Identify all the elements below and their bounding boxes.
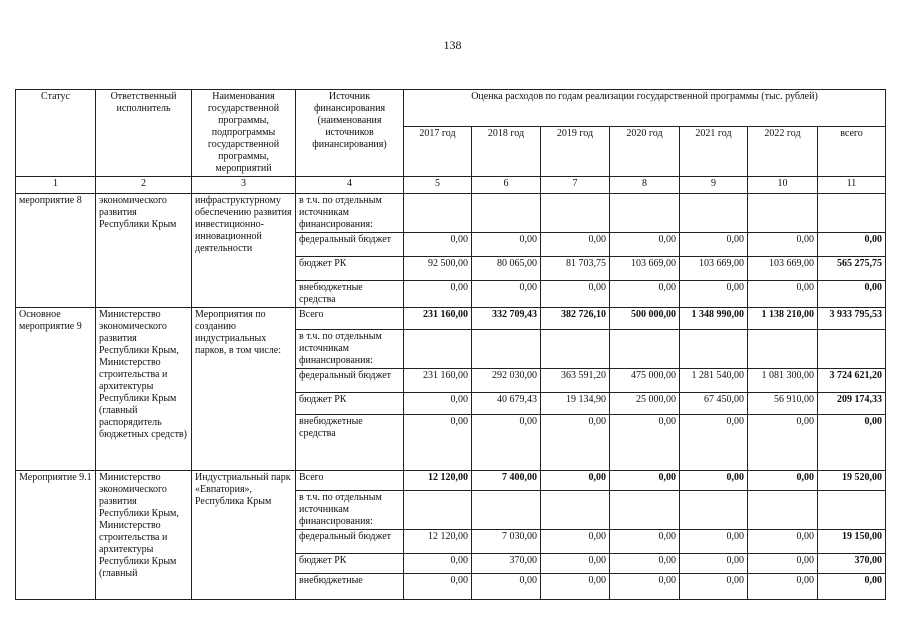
row-year-value <box>404 194 472 233</box>
row-year-value: 231 160,00 <box>404 369 472 393</box>
page-number: 138 <box>443 38 462 52</box>
row-year-value: 0,00 <box>541 281 610 308</box>
row-year-value <box>680 194 748 233</box>
row-source: внебюджетные средства <box>296 415 404 471</box>
row-year-value: 0,00 <box>680 471 748 491</box>
col-number: 9 <box>680 177 748 194</box>
row-source: внебюджетные средства <box>296 281 404 308</box>
row-year-value <box>541 491 610 530</box>
row-total-value: 0,00 <box>818 281 886 308</box>
row-name: инфраструктурному обеспечению развития инвестиционно-инновационной деятельности <box>192 194 296 308</box>
row-year-value <box>610 491 680 530</box>
col-number: 2 <box>96 177 192 194</box>
row-year-value <box>541 330 610 369</box>
row-year-value <box>680 491 748 530</box>
row-executor: экономического развития Республики Крым <box>96 194 192 308</box>
row-year-value: 363 591,20 <box>541 369 610 393</box>
row-source: федеральный бюджет <box>296 233 404 257</box>
row-year-value: 0,00 <box>404 554 472 574</box>
row-year-value: 0,00 <box>404 393 472 415</box>
row-year-value: 12 120,00 <box>404 530 472 554</box>
row-source: федеральный бюджет <box>296 530 404 554</box>
row-year-value: 0,00 <box>610 530 680 554</box>
row-year-value: 0,00 <box>541 554 610 574</box>
row-year-value: 0,00 <box>541 530 610 554</box>
row-year-value: 382 726,10 <box>541 308 610 330</box>
row-year-value: 0,00 <box>748 415 818 471</box>
col-number: 6 <box>472 177 541 194</box>
column-numbers-row <box>16 177 886 194</box>
row-year-value: 0,00 <box>610 233 680 257</box>
row-year-value <box>748 330 818 369</box>
row-year-value: 500 000,00 <box>610 308 680 330</box>
row-year-value: 0,00 <box>472 233 541 257</box>
row-year-value: 0,00 <box>541 415 610 471</box>
row-total-value: 3 724 621,20 <box>818 369 886 393</box>
row-year-value: 0,00 <box>748 574 818 600</box>
row-source: в т.ч. по отдельным источникам финансирования: <box>296 330 404 369</box>
row-year-value: 103 669,00 <box>748 257 818 281</box>
header-total: всего <box>818 127 886 177</box>
row-year-value: 0,00 <box>610 415 680 471</box>
row-year-value: 0,00 <box>748 530 818 554</box>
row-year-value: 231 160,00 <box>404 308 472 330</box>
table-row <box>16 308 886 330</box>
col-number: 1 <box>16 177 96 194</box>
row-year-value: 67 450,00 <box>680 393 748 415</box>
row-year-value <box>680 330 748 369</box>
col-number: 7 <box>541 177 610 194</box>
row-year-value: 0,00 <box>610 574 680 600</box>
row-year-value: 0,00 <box>610 471 680 491</box>
row-source: Всего <box>296 308 404 330</box>
header-year: 2018 год <box>472 127 541 177</box>
row-year-value: 0,00 <box>680 233 748 257</box>
row-source: федеральный бюджет <box>296 369 404 393</box>
row-year-value: 0,00 <box>680 415 748 471</box>
col-number: 10 <box>748 177 818 194</box>
row-year-value: 0,00 <box>404 281 472 308</box>
row-year-value <box>472 194 541 233</box>
row-year-value <box>404 491 472 530</box>
row-year-value: 19 134,90 <box>541 393 610 415</box>
row-source: бюджет РК <box>296 257 404 281</box>
row-year-value: 40 679,43 <box>472 393 541 415</box>
row-executor: Министерство экономического развития Республики Крым, Министерство строительства и архитектуры Республики Крым (главный <box>96 471 192 600</box>
row-total-value <box>818 194 886 233</box>
row-total-value: 0,00 <box>818 415 886 471</box>
row-source: в т.ч. по отдельным источникам финансирования: <box>296 491 404 530</box>
col-number: 3 <box>192 177 296 194</box>
header-year: 2019 год <box>541 127 610 177</box>
row-total-value: 19 150,00 <box>818 530 886 554</box>
row-year-value: 370,00 <box>472 554 541 574</box>
row-year-value: 0,00 <box>404 415 472 471</box>
header-name: Наименования государственной программы, подпрограммы государственной программы, мероприятий <box>192 90 296 177</box>
header-year: 2022 год <box>748 127 818 177</box>
row-year-value: 0,00 <box>472 415 541 471</box>
row-year-value <box>748 194 818 233</box>
row-year-value: 1 081 300,00 <box>748 369 818 393</box>
col-number: 4 <box>296 177 404 194</box>
budget-table <box>15 89 886 600</box>
row-year-value <box>610 194 680 233</box>
row-status: мероприятие 8 <box>16 194 96 308</box>
row-total-value <box>818 330 886 369</box>
row-year-value: 332 709,43 <box>472 308 541 330</box>
row-status: Основное мероприятие 9 <box>16 308 96 471</box>
row-year-value: 292 030,00 <box>472 369 541 393</box>
row-year-value <box>610 330 680 369</box>
header-status: Статус <box>16 90 96 177</box>
header-row <box>16 90 886 127</box>
col-number: 11 <box>818 177 886 194</box>
col-number: 5 <box>404 177 472 194</box>
row-year-value: 0,00 <box>472 281 541 308</box>
row-year-value: 1 138 210,00 <box>748 308 818 330</box>
row-year-value: 0,00 <box>404 574 472 600</box>
header-year: 2021 год <box>680 127 748 177</box>
row-year-value: 81 703,75 <box>541 257 610 281</box>
row-name: Индустриальный парк «Евпатория», Республика Крым <box>192 471 296 600</box>
row-year-value: 0,00 <box>680 554 748 574</box>
row-year-value: 0,00 <box>541 574 610 600</box>
row-source: в т.ч. по отдельным источникам финансирования: <box>296 194 404 233</box>
row-year-value: 12 120,00 <box>404 471 472 491</box>
row-year-value: 1 281 540,00 <box>680 369 748 393</box>
row-year-value: 103 669,00 <box>680 257 748 281</box>
row-year-value: 7 400,00 <box>472 471 541 491</box>
header-executor: Ответственный исполнитель <box>96 90 192 177</box>
row-source: бюджет РК <box>296 393 404 415</box>
row-source: Всего <box>296 471 404 491</box>
row-total-value: 370,00 <box>818 554 886 574</box>
row-year-value: 25 000,00 <box>610 393 680 415</box>
row-status: Мероприятие 9.1 <box>16 471 96 600</box>
row-source: внебюджетные <box>296 574 404 600</box>
row-total-value <box>818 491 886 530</box>
row-year-value: 0,00 <box>541 471 610 491</box>
row-total-value: 3 933 795,53 <box>818 308 886 330</box>
row-year-value <box>472 330 541 369</box>
row-year-value: 0,00 <box>680 530 748 554</box>
row-total-value: 209 174,33 <box>818 393 886 415</box>
row-year-value: 0,00 <box>680 574 748 600</box>
row-year-value: 0,00 <box>748 233 818 257</box>
row-year-value: 1 348 990,00 <box>680 308 748 330</box>
row-year-value: 0,00 <box>680 281 748 308</box>
row-year-value: 0,00 <box>748 554 818 574</box>
row-year-value: 92 500,00 <box>404 257 472 281</box>
header-estimate: Оценка расходов по годам реализации государственной программы (тыс. рублей) <box>404 90 886 127</box>
row-total-value: 0,00 <box>818 233 886 257</box>
row-year-value: 0,00 <box>404 233 472 257</box>
table-row <box>16 194 886 233</box>
row-year-value <box>404 330 472 369</box>
row-year-value <box>472 491 541 530</box>
header-year: 2017 год <box>404 127 472 177</box>
row-executor: Министерство экономического развития Республики Крым, Министерство строительства и архитектуры Республики Крым (главный распорядитель бюджетных средств) <box>96 308 192 471</box>
col-number: 8 <box>610 177 680 194</box>
row-source: бюджет РК <box>296 554 404 574</box>
row-total-value: 0,00 <box>818 574 886 600</box>
row-total-value: 19 520,00 <box>818 471 886 491</box>
header-source: Источник финансирования (наименования источников финансирования) <box>296 90 404 177</box>
row-year-value: 475 000,00 <box>610 369 680 393</box>
row-year-value <box>748 491 818 530</box>
row-year-value: 56 910,00 <box>748 393 818 415</box>
row-year-value: 7 030,00 <box>472 530 541 554</box>
row-year-value: 0,00 <box>472 574 541 600</box>
row-year-value: 0,00 <box>541 233 610 257</box>
row-year-value <box>541 194 610 233</box>
table-row <box>16 471 886 491</box>
row-year-value: 0,00 <box>748 471 818 491</box>
header-year: 2020 год <box>610 127 680 177</box>
row-total-value: 565 275,75 <box>818 257 886 281</box>
row-year-value: 80 065,00 <box>472 257 541 281</box>
row-year-value: 0,00 <box>610 554 680 574</box>
row-name: Мероприятия по созданию индустриальных парков, в том числе: <box>192 308 296 471</box>
row-year-value: 0,00 <box>748 281 818 308</box>
row-year-value: 0,00 <box>610 281 680 308</box>
row-year-value: 103 669,00 <box>610 257 680 281</box>
